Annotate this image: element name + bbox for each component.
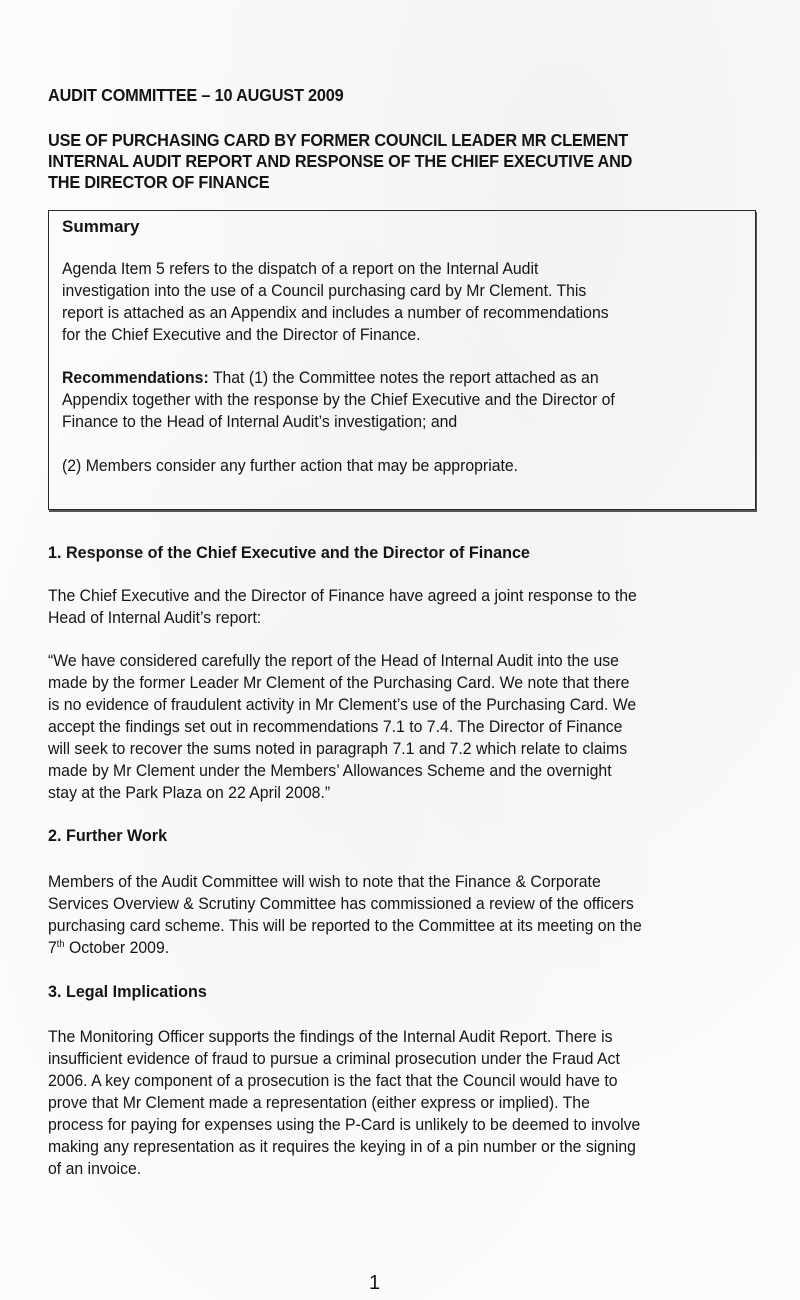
recommendations-line-2: Appendix together with the response by the Chief Executive and the Director of (62, 390, 615, 409)
section-1-quote-line-1: “We have considered carefully the report of the Head of Internal Audit into the use (48, 651, 619, 670)
section-1-quote-line-5: will seek to recover the sums noted in paragraph 7.1 and 7.2 which relate to claims (48, 739, 628, 758)
section-2-line-4 (48, 937, 169, 959)
section-2-line-3: purchasing card scheme. This will be reported to the Committee at its meeting on the (48, 916, 642, 935)
section-1-heading: 1. Response of the Chief Executive and the Director of Finance (48, 543, 530, 562)
section-3-line-3: 2006. A key component of a prosecution is the fact that the Council would have to (48, 1071, 618, 1090)
section-1-intro-line-1: The Chief Executive and the Director of Finance have agreed a joint response to the (48, 586, 637, 605)
recommendations-text: That (1) the Committee notes the report attached as an (208, 368, 599, 387)
section-3-heading: 3. Legal Implications (48, 982, 207, 1001)
report-title-line-1: USE OF PURCHASING CARD BY FORMER COUNCIL LEADER MR CLEMENT (48, 130, 628, 150)
section-3-line-6: making any representation as it requires the keying in of a pin number or the signing (48, 1137, 636, 1156)
section-3-line-7: of an invoice. (48, 1159, 142, 1178)
section-1-quote-line-4: accept the findings set out in recommendations 7.1 to 7.4. The Director of Finance (48, 717, 623, 736)
recommendations-label: Recommendations: (62, 368, 209, 387)
summary-heading: Summary (62, 217, 140, 236)
report-title-line-2: INTERNAL AUDIT REPORT AND RESPONSE OF THE CHIEF EXECUTIVE AND (48, 151, 633, 171)
summary-line-1: Agenda Item 5 refers to the dispatch of a report on the Internal Audit (62, 259, 539, 278)
committee-header: AUDIT COMMITTEE – 10 AUGUST 2009 (48, 85, 344, 105)
ordinal-suffix: th (56, 939, 65, 950)
section-2-heading: 2. Further Work (48, 826, 168, 845)
summary-line-3: report is attached as an Appendix and includes a number of recommendations (62, 303, 609, 322)
section-2-line-1: Members of the Audit Committee will wish to note that the Finance & Corporate (48, 872, 601, 891)
meeting-day: 7 (48, 938, 57, 957)
page-number: 1 (369, 1272, 381, 1294)
section-3-line-2: insufficient evidence of fraud to pursue a criminal prosecution under the Fraud Act (48, 1049, 620, 1068)
section-3-line-1: The Monitoring Officer supports the findings of the Internal Audit Report. There is (48, 1027, 613, 1046)
section-1-quote-line-7: stay at the Park Plaza on 22 April 2008.” (48, 783, 331, 802)
section-1-quote-line-2: made by the former Leader Mr Clement of the Purchasing Card. We note that there (48, 673, 630, 692)
recommendations-line-1 (62, 367, 599, 389)
section-1-intro-line-2: Head of Internal Audit’s report: (48, 608, 262, 627)
section-3-line-5: process for paying for expenses using the P-Card is unlikely to be deemed to involve (48, 1115, 641, 1134)
section-1-quote-line-3: is no evidence of fraudulent activity in Mr Clement’s use of the Purchasing Card. We (48, 695, 637, 714)
summary-line-4: for the Chief Executive and the Director of Finance. (62, 325, 421, 344)
section-3-line-4: prove that Mr Clement made a representation (either express or implied). The (48, 1093, 590, 1112)
summary-line-2: investigation into the use of a Council purchasing card by Mr Clement. This (62, 281, 587, 300)
recommendations-line-3: Finance to the Head of Internal Audit’s investigation; and (62, 412, 458, 431)
section-2-line-2: Services Overview & Scrutiny Committee has commissioned a review of the officers (48, 894, 634, 913)
report-title-line-3: THE DIRECTOR OF FINANCE (48, 172, 270, 192)
recommendation-2: (2) Members consider any further action that may be appropriate. (62, 456, 519, 475)
meeting-date-rest: October 2009. (64, 938, 170, 957)
section-1-quote-line-6: made by Mr Clement under the Members’ Allowances Scheme and the overnight (48, 761, 612, 780)
